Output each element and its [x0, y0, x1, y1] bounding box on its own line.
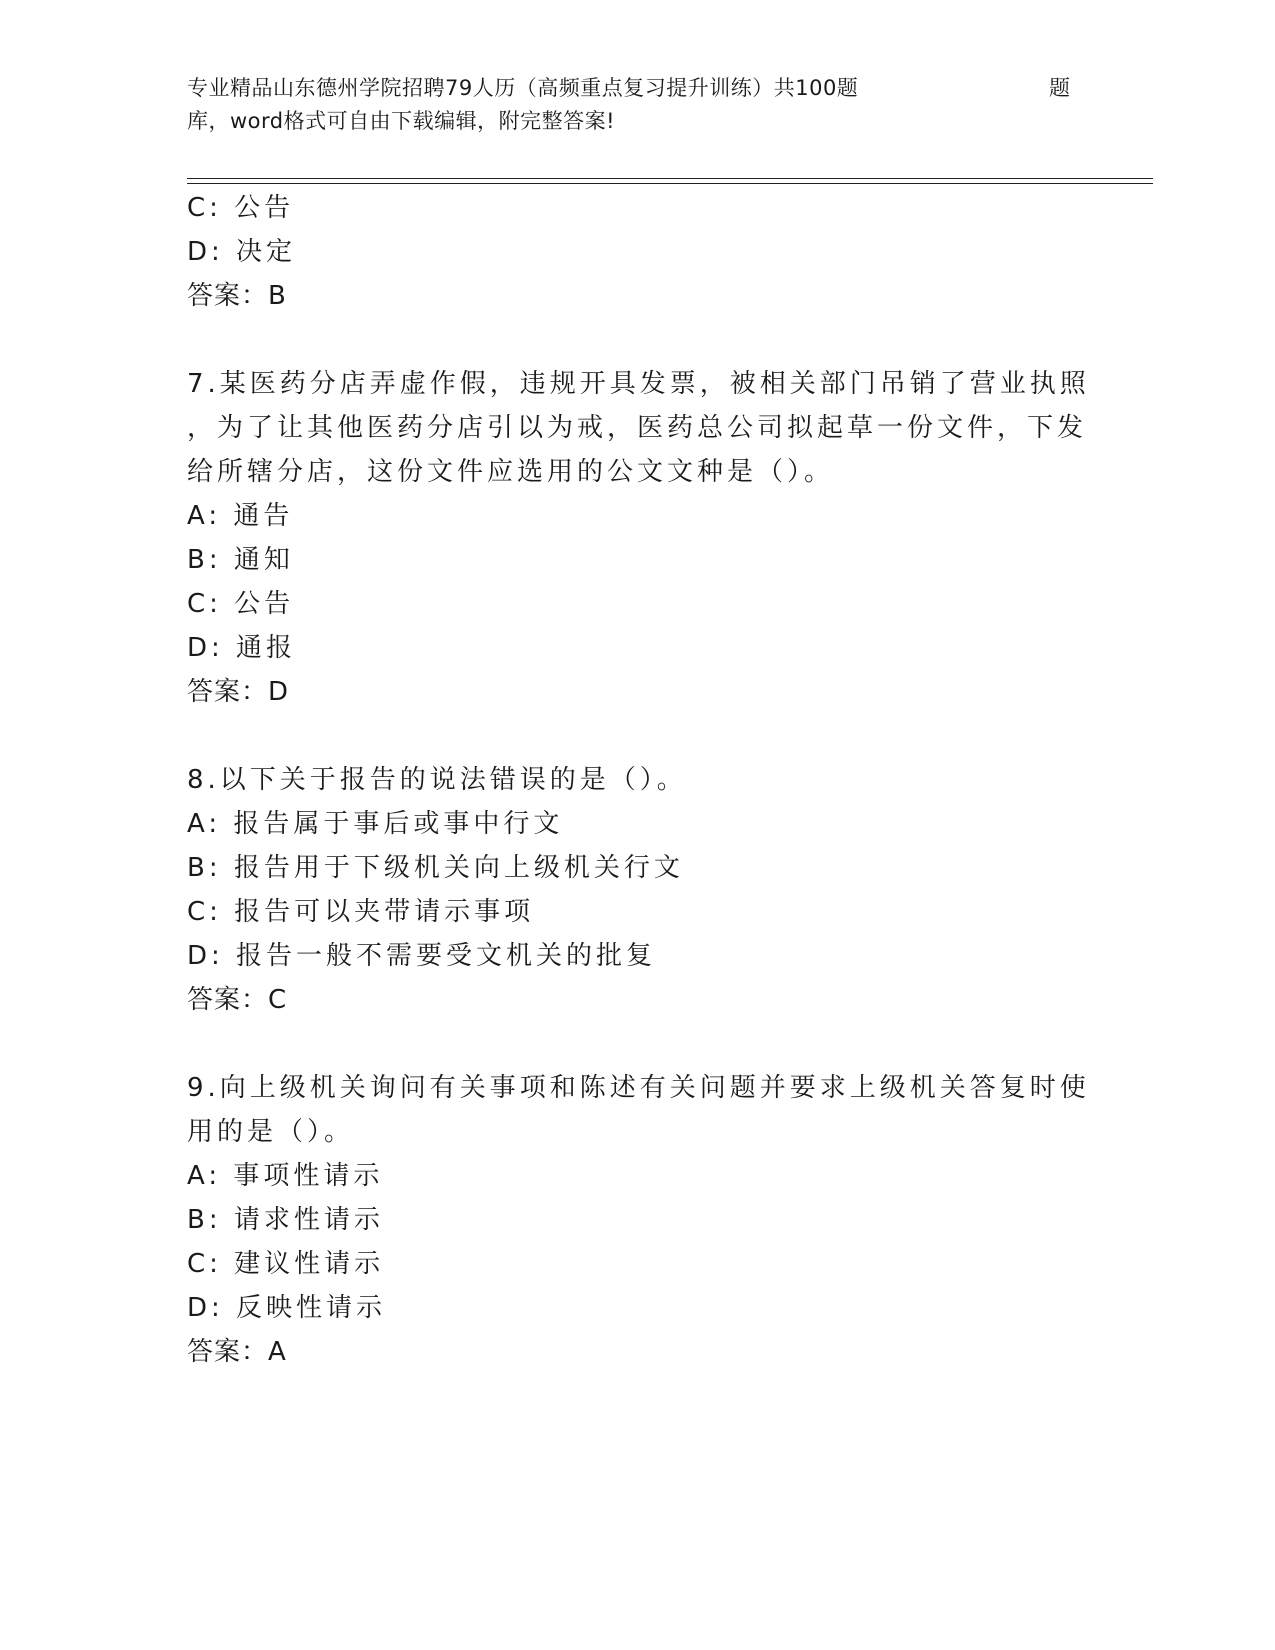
q6-option-d: D: 决定	[187, 237, 297, 267]
q8-option-d: D: 报告一般不需要受文机关的批复	[187, 941, 657, 971]
q8-option-c: C: 报告可以夹带请示事项	[187, 897, 535, 927]
q9-option-a: A: 事项性请示	[187, 1161, 384, 1191]
q9-stem-line-1: 9.向上级机关询问有关事项和陈述有关问题并要求上级机关答复时使	[187, 1073, 1090, 1103]
q7-option-b: B: 通知	[187, 545, 294, 575]
q8-stem: 8.以下关于报告的说法错误的是（）。	[187, 765, 687, 795]
q9-option-d: D: 反映性请示	[187, 1293, 387, 1323]
q7-option-a: A: 通告	[187, 501, 294, 531]
q7-option-d: D: 通报	[187, 633, 297, 663]
q7-stem-line-1: 7.某医药分店弄虚作假，违规开具发票，被相关部门吊销了营业执照	[187, 369, 1090, 399]
q8-option-a: A: 报告属于事后或事中行文	[187, 809, 564, 839]
header-line-1: 专业精品山东德州学院招聘79人历（高频重点复习提升训练）共100题	[187, 76, 859, 100]
q7-stem-line-2: ，为了让其他医药分店引以为戒，医药总公司拟起草一份文件，下发	[187, 413, 1088, 443]
q9-answer: 答案：A	[187, 1337, 287, 1367]
header-line-1-right: 题	[1049, 76, 1071, 100]
q8-option-b: B: 报告用于下级机关向上级机关行文	[187, 853, 684, 883]
header-divider-top	[187, 178, 1153, 179]
q6-answer: 答案：B	[187, 281, 287, 311]
q9-stem-line-2: 用的是（）。	[187, 1117, 355, 1147]
q7-option-c: C: 公告	[187, 589, 295, 619]
q8-answer: 答案：C	[187, 985, 288, 1015]
header-divider-bottom	[187, 183, 1153, 184]
q6-option-c: C: 公告	[187, 193, 295, 223]
page-header	[187, 72, 1087, 138]
header-line-2: 库，word格式可自由下载编辑，附完整答案!	[187, 109, 616, 133]
q7-stem-line-3: 给所辖分店，这份文件应选用的公文文种是（）。	[187, 457, 835, 487]
q9-option-b: B: 请求性请示	[187, 1205, 384, 1235]
q9-option-c: C: 建议性请示	[187, 1249, 385, 1279]
q7-answer: 答案：D	[187, 677, 290, 707]
